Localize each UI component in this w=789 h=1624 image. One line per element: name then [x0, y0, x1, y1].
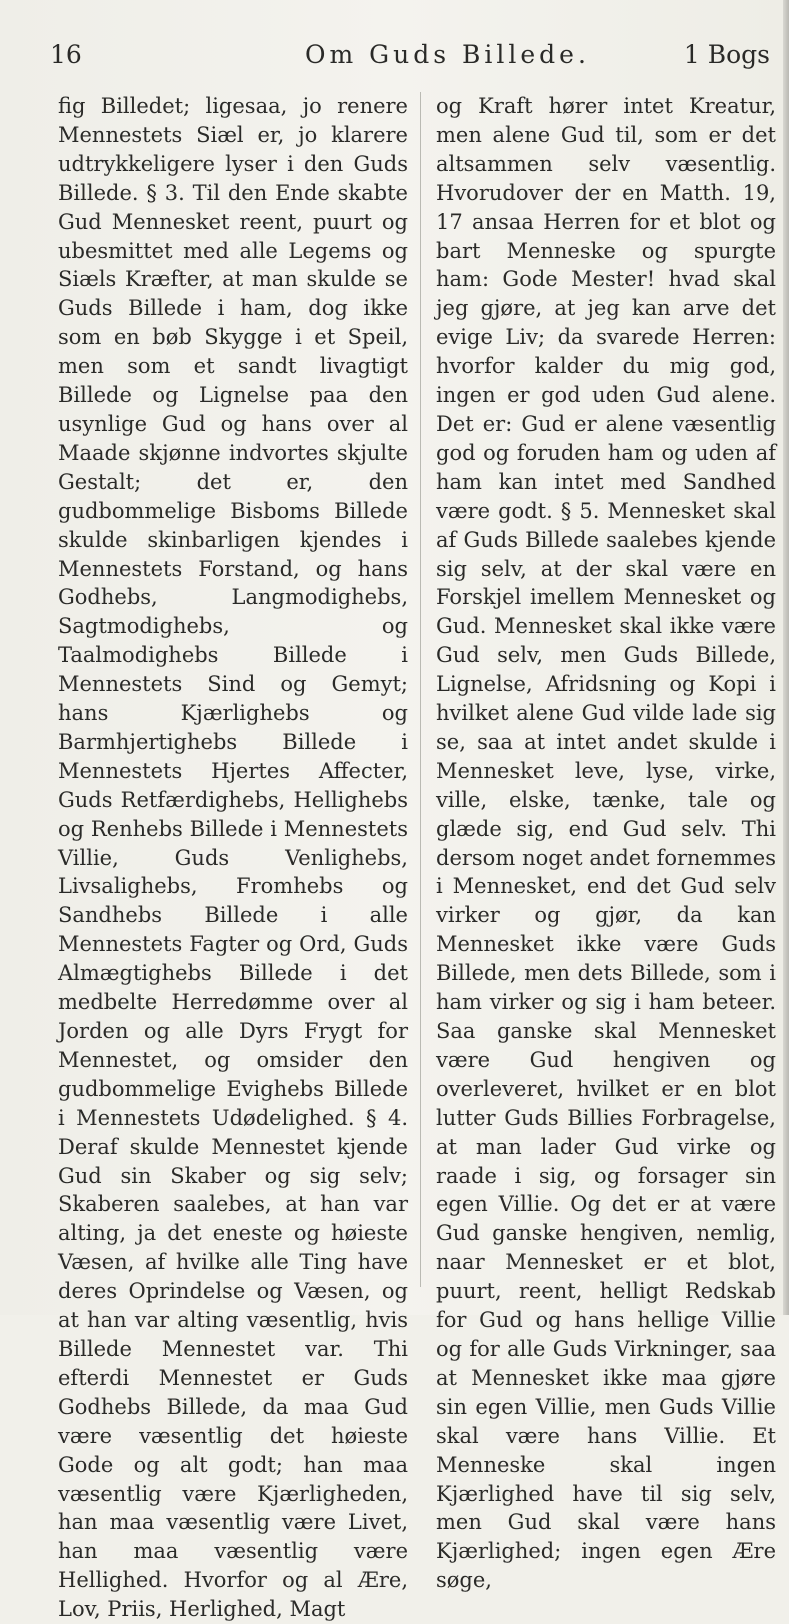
- right-column-text: og Kraft hører intet Kreatur, men alene Gud til, som er det altsammen selv væsentlig. Hvorudover der en Matth. 19, 17 ansaa Herren for et blot og bart Menneske og spurgte ham: Gode Mester! hvad skal jeg gjøre, at jeg kan arve det evige Liv; da svarede Herren: hvorfor kalder du mig god, ingen er god uden Gud alene. Det er: Gud er alene væsentlig god og foruden ham og uden af ham kan intet med Sandhed være godt. § 5. Mennesket skal af Guds Billede saalebes kjende sig selv, at der skal være en Forskjel imellem Mennesket og Gud. Mennesket skal ikke være Gud selv, men Guds Billede, Lignelse, Afridsning og Kopi i hvilket alene Gud vilde lade sig se, saa at intet andet skulde i Mennesket leve, lyse, virke, ville, elske, tænke, tale og glæde sig, end Gud selv. Thi dersom noget andet fornemmes i Mennesket, end det Gud selv virker og gjør, da kan Mennesket ikke være Guds Billede, men dets Billede, som i ham virker og sig i ham beteer. Saa ganske skal Mennesket være Gud hengiven og overleveret, hvilket er en blot lutter Guds Billies Forbragelse, at man lader Gud virke og raade i sig, og forsager sin egen Villie. Og det er at være Gud ganske hengiven, nemlig, naar Mennesket er et blot, puurt, reent, helligt Redskab for Gud og hans hellige Villie og for alle Guds Virkninger, saa at Mennesket ikke maa gjøre sin egen Villie, men Guds Villie skal være hans Villie. Et Menneske skal ingen Kjærlighed have til sig selv, men Gud skal være hans Kjærlighed; ingen egen Ære søge,: [436, 94, 776, 1593]
- page-number: 16: [50, 40, 82, 69]
- sheet-mark: 1 Bogs: [683, 40, 770, 69]
- column-divider: [420, 92, 421, 1287]
- left-column-text: fig Billedet; ligesaa, jo renere Mennestets Siæl er, jo klarere udtrykkeligere lyser i den Guds Billede. § 3. Til den Ende skabte Gud Mennesket reent, puurt og ubesmittet med alle Legems og Siæls Kræfter, at man skulde se Guds Billede i ham, dog ikke som en bøb Skygge i et Speil, men som et sandt livagtigt Billede og Lignelse paa den usynlige Gud og hans over al Maade skjønne indvortes skjulte Gestalt; det er, den gudbommelige Bisboms Billede skulde skinbarligen kjendes i Mennestets Forstand, og hans Godhebs, Langmodighebs, Sagtmodighebs, og Taalmodighebs Billede i Mennestets Sind og Gemyt; hans Kjærlighebs og Barmhjertighebs Billede i Mennestets Hjertes Affecter, Guds Retfærdighebs, Hellighebs og Renhebs Billede i Mennestets Villie, Guds Venlighebs, Livsalighebs, Fromhebs og Sandhebs Billede i alle Mennestets Fagter og Ord, Guds Almægtighebs Billede i det medbelte Herredømme over al Jorden og alle Dyrs Frygt for Mennestet, og omsider den gudbommelige Evighebs Billede i Mennestets Udødelighed. § 4. Deraf skulde Mennestet kjende Gud sin Skaber og sig selv; Skaberen saalebes, at han var alting, ja det eneste og høieste Væsen, af hvilke alle Ting have deres Oprindelse og Væsen, og at han var alting væsentlig, hvis Billede Mennestet var. Thi efterdi Mennestet er Guds Godhebs Billede, da maa Gud være væsentlig det høieste Gode og alt godt; han maa væsentlig være Kjærligheden, han maa væsentlig være Livet, han maa væsentlig være Hellighed. Hvorfor og al Ære, Lov, Priis, Herlighed, Magt: [58, 94, 408, 1622]
- running-title: Om Guds Billede.: [305, 40, 590, 69]
- page-header: [50, 40, 780, 80]
- left-column: [58, 92, 408, 1622]
- page-edge: [783, 0, 789, 1315]
- right-column: [436, 92, 776, 1593]
